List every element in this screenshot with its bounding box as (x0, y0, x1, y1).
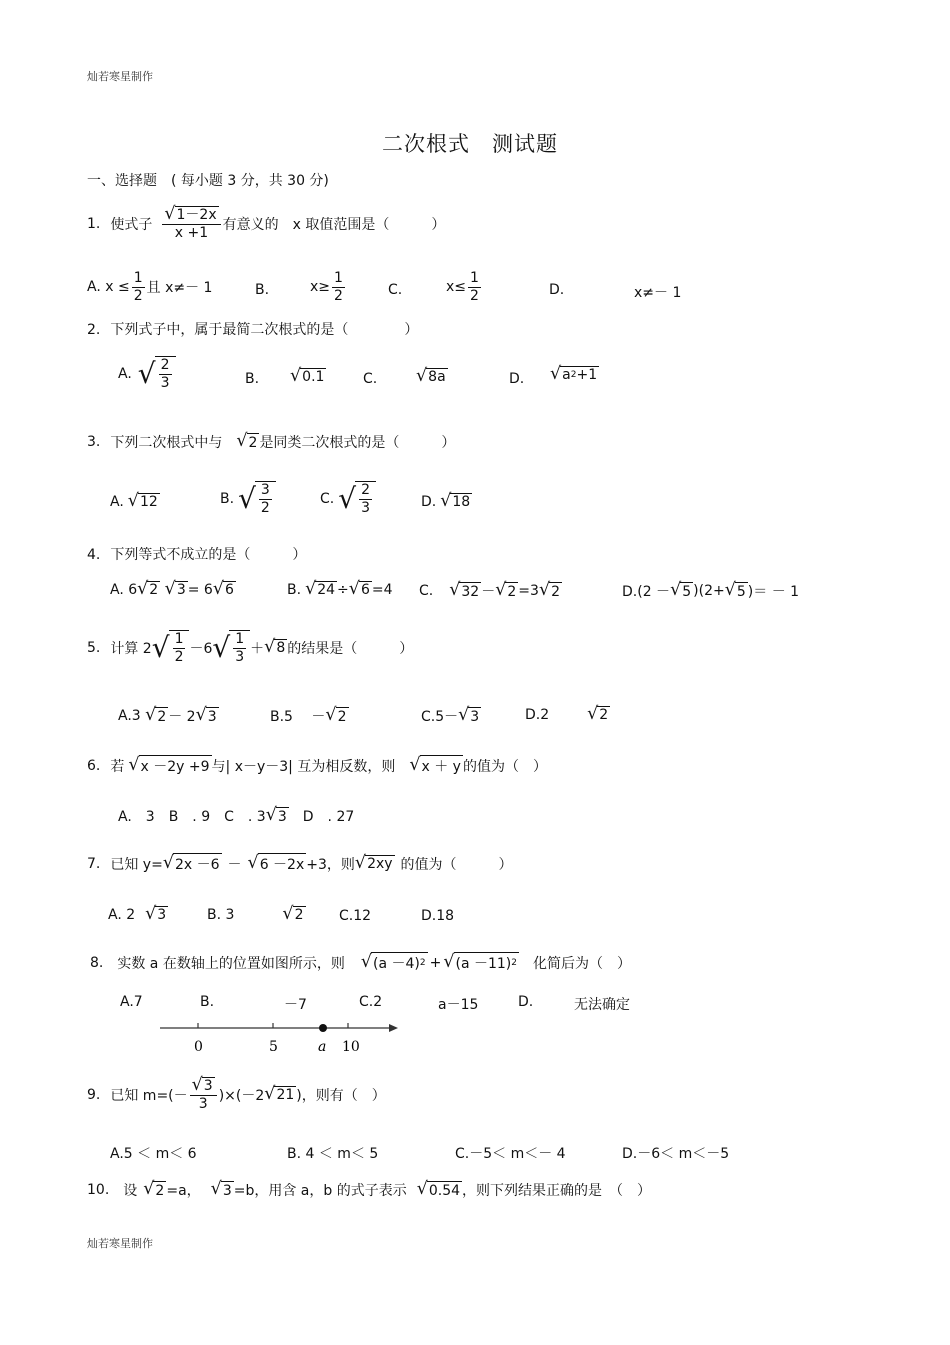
q8-option-c: a－15 (438, 997, 479, 1013)
q7-a-label: A. 2 (108, 906, 136, 923)
label-10: 10 (342, 1039, 360, 1055)
q4-option-b: B. √ 24 ÷ √ 6 =4 (287, 579, 393, 599)
q1-b-frac-num: 1 (334, 270, 343, 286)
q1-stem-pre: 使式子 (110, 216, 153, 233)
q5-a-mid: － 2 (168, 709, 196, 725)
q7-mid: － (227, 856, 242, 873)
q2-c-label: C. (363, 371, 378, 387)
q5-b-label: B.5 － (270, 709, 326, 725)
q7-stem-post: 的值为（ ） (400, 856, 513, 873)
q7-r2: 6 －2x (258, 853, 307, 874)
q2-stem: 下列式子中，属于最简二次根式的是（ ） (110, 322, 419, 338)
q6-opts-post: D . 27 (288, 809, 355, 825)
q6-opts-pre: A. 3 B . 9 C . 3 (118, 809, 266, 825)
q1-option-b (310, 270, 347, 305)
q10-r1: 2 (155, 1182, 165, 1199)
label-a: a (318, 1039, 327, 1055)
q7-b-label: B. 3 (207, 906, 235, 923)
q1-option-c-val: x≤ (446, 279, 467, 296)
q10-r3: 0.54 (428, 1182, 461, 1199)
q7-option-d: D.18 (421, 908, 455, 924)
q4-c-r1: 32 (461, 583, 480, 600)
q10-r2: 3 (222, 1182, 232, 1199)
q5-a-r1: 2 (157, 708, 167, 725)
q2-c-rad: 8a (428, 369, 446, 386)
q6-mid: 与| x－y－3| 互为相反数，则 (211, 758, 396, 775)
q8-sup1: 2 (419, 958, 426, 968)
q5-f1-num: 1 (174, 631, 184, 647)
q3-stem-pre: 下列二次根式中与 (110, 435, 223, 451)
q3-stem-post: 是同类二次根式的是（ ） (259, 435, 456, 451)
question-9: 9. 已知 m=(－ √ 3 3 )×(－2 √ 21 )，则有（ ） (87, 1075, 386, 1112)
q7-r1: 2x －6 (173, 853, 222, 874)
q4-a-r2: 3 (176, 582, 186, 599)
q7-a-r: 3 (157, 907, 167, 924)
q5-rad: 8 (276, 640, 286, 657)
q1-expression: √ 1－2x x +1 (162, 206, 220, 242)
q2-option-a: A. √ $\frac{2}{3}$ (118, 356, 176, 392)
q5-a-r2: 3 (207, 708, 217, 725)
q3-b-num: 3 (260, 482, 270, 498)
q2-option-b: √ 0.1 (290, 366, 325, 386)
q4-d-mid: )(2+ (693, 583, 725, 599)
q4-d-r1: 5 (682, 583, 692, 600)
q5-f2-num: 1 (235, 631, 245, 647)
q8-number: 8. (90, 954, 104, 971)
q4-number: 4. (87, 547, 101, 563)
q9-f-num: 3 (203, 1078, 213, 1094)
q3-option-c: C. √ $\frac{2}{3}$ (320, 481, 376, 517)
q1-a-frac-den: 2 (133, 287, 143, 304)
q10-mid2: =b，用含 a，b 的式子表示 (233, 1183, 407, 1199)
q4-b-r1: 24 (317, 582, 336, 599)
q9-stem-pre: 已知 m=(－ (110, 1087, 188, 1104)
q1-option-a-post: 且 x≠－ 1 (146, 280, 213, 297)
q9-stem-post: )，则有（ ） (296, 1087, 386, 1104)
q2-a-num: 2 (160, 357, 170, 373)
section-heading: 一、选择题 ( 每小题 3 分，共 30 分) (87, 173, 329, 189)
q8-option-c-label: C.2 (359, 994, 383, 1010)
q8-option-b: －7 (284, 997, 307, 1013)
q7-option-c: C.12 (339, 908, 372, 924)
q4-b-pre: B. (287, 581, 302, 598)
q4-b-eq: =4 (371, 581, 393, 598)
q8-r1: (a －4) (373, 956, 420, 972)
q4-d-eq: )＝ － 1 (747, 584, 800, 600)
q1-stem-post: 有意义的 x 取值范围是（ ） (222, 216, 446, 233)
q7-r3: 2xy (367, 856, 393, 872)
q1-a-frac-num: 1 (133, 270, 143, 286)
q1-option-d-label: D. (549, 282, 565, 298)
q8-r2: (a －11) (455, 956, 512, 972)
q8-option-d: 无法确定 (574, 997, 630, 1013)
q3-stem-rad: 2 (248, 434, 258, 451)
q7-b-r: 2 (294, 907, 304, 924)
q7-option-b: B. 3 √ 2 (207, 904, 304, 924)
page-title: 二次根式 测试题 (382, 132, 558, 156)
q5-number: 5. (87, 639, 101, 656)
q5-mid: －6 (189, 640, 213, 657)
q1-number: 1. (87, 215, 101, 232)
q5-d-label: D.2 (525, 706, 550, 723)
q5-stem-pre: 计算 2 (110, 640, 152, 657)
q3-d-label: D. (421, 493, 437, 510)
q3-option-a: A. √ 12 (110, 491, 158, 511)
q10-number: 10. (87, 1182, 110, 1198)
q2-b-rad: 0.1 (302, 369, 325, 386)
q2-b-label: B. (245, 371, 260, 387)
page-header: 灿若寒星制作 (87, 70, 153, 83)
q3-option-d: D. √ 18 (421, 491, 471, 511)
q3-b-label: B. (220, 490, 235, 507)
q10-post: ，则下列结果正确的是 （ ） (462, 1183, 652, 1199)
q4-d-r2: 5 (736, 583, 746, 600)
q5-a-label: A.3 (118, 708, 141, 724)
q3-a-rad: 12 (139, 494, 158, 511)
q5-f2-den: 3 (235, 648, 245, 665)
question-6: 6. 若 √ x －2y +9 与| x－y－3| 互为相反数，则 √ x ＋ y 的值为（ ） (87, 754, 547, 775)
q8-sup2: 2 (511, 958, 518, 968)
q3-a-label: A. (110, 493, 124, 510)
q3-b-den: 2 (260, 499, 270, 516)
q10-pre: 设 (123, 1183, 138, 1199)
q7-mid2: +3，则 (306, 856, 355, 873)
q3-c-label: C. (320, 490, 335, 507)
q4-a-eq: = 6 (187, 581, 213, 598)
number-line-arrow (389, 1024, 398, 1032)
question-5: 5. 计算 2 √ $\frac{1}{2}$ －6 √ $\frac{1}{3}$ ＋ √ 8 的结果是（ ） (87, 630, 414, 665)
q7-stem-pre: 已知 y= (110, 856, 163, 873)
q2-a-label: A. (118, 365, 132, 382)
q6-stem-pre: 若 (110, 758, 125, 775)
q8-plus: + (429, 954, 442, 971)
q1-options (87, 270, 212, 305)
q2-d-rad: a (562, 367, 571, 384)
q1-option-c (446, 270, 483, 305)
q1-option-a: A. x ≤ (87, 279, 130, 296)
q1-c-frac-num: 1 (470, 270, 479, 286)
question-8: 8. 实数 a 在数轴上的位置如图所示，则 √ (a －4) 2 + √ (a －11) 2 化简后为（ ） (90, 951, 632, 972)
q6-stem-post: 的值为（ ） (462, 758, 547, 775)
q9-option-a: A.5 ＜ m＜ 6 (110, 1146, 197, 1162)
q2-number: 2. (87, 322, 101, 338)
q9-number: 9. (87, 1086, 101, 1103)
q6-number: 6. (87, 757, 101, 774)
q5-stem-post: 的结果是（ ） (287, 640, 414, 657)
q6-r1: x －2y +9 (139, 755, 212, 776)
q6-options: A. 3 B . 9 C . 3 √ 3 D . 27 (118, 805, 355, 826)
q10-mid1: =a， (166, 1183, 201, 1199)
q2-option-d: √ a 2 +1 (550, 364, 598, 384)
q9-option-d: D.－6＜ m＜－5 (622, 1146, 730, 1162)
q6-r2: x ＋ y (420, 755, 463, 776)
q1-option-c-label: C. (388, 282, 403, 298)
q4-stem: 下列等式不成立的是（ ） (110, 547, 307, 563)
q2-option-c: √ 8a (416, 366, 446, 386)
label-0: 0 (194, 1039, 203, 1055)
q3-number: 3. (87, 434, 101, 450)
q5-d-r: 2 (599, 707, 609, 724)
q5-b-r: 2 (337, 708, 347, 725)
q5-option-c: C.5－ √ 3 (421, 705, 480, 726)
q1-option-b-label: B. (255, 282, 270, 298)
q4-b-r2: 6 (360, 582, 370, 599)
question-4 (87, 544, 306, 564)
q2-a-den: 3 (160, 374, 170, 391)
q4-option-d: D.(2 － √ 5 )(2+ √ 5 )＝ － 1 (622, 580, 800, 601)
q3-option-b: B. √ $\frac{3}{2}$ (220, 481, 276, 517)
q8-option-a: A.7 (120, 994, 143, 1010)
q5-c-label: C.5－ (421, 709, 459, 725)
q9-f-den: 3 (198, 1095, 208, 1112)
q4-a-pre: A. 6 (110, 581, 138, 598)
q7-option-a: A. 2 √ 3 (108, 904, 167, 924)
q1-b-frac-den: 2 (334, 287, 343, 304)
q8-option-b-label: B. (200, 994, 215, 1010)
q1-option-b-val: x≥ (310, 279, 331, 296)
q4-b-op: ÷ (337, 581, 349, 598)
q2-d-tail: +1 (576, 367, 598, 384)
point-a (319, 1024, 327, 1032)
q4-c-r3: 2 (551, 583, 561, 600)
q1-c-frac-den: 2 (470, 287, 479, 304)
q4-c-op: － (481, 584, 496, 600)
q5-option-d: D.2 √ 2 (525, 704, 609, 724)
q4-option-c: C. √ 32 － √ 2 =3 √ 2 (419, 580, 561, 601)
question-3: 3. 下列二次根式中与 √ 2 是同类二次根式的是（ ） (87, 431, 456, 452)
q4-c-r2: 2 (507, 583, 517, 600)
q3-c-den: 3 (361, 499, 370, 516)
q8-stem-post: 化简后为（ ） (533, 955, 632, 972)
q8-stem-pre: 实数 a 在数轴上的位置如图所示，则 (117, 955, 345, 972)
q6-opts-r: 3 (277, 808, 287, 825)
q1-denominator: x +1 (174, 224, 209, 241)
page-footer: 灿若寒星制作 (87, 1237, 153, 1250)
q4-a-r3: 6 (225, 582, 234, 599)
q4-c-eq: =3 (518, 583, 539, 599)
q8-option-d-label: D. (518, 994, 534, 1010)
label-5: 5 (269, 1039, 278, 1055)
q5-f1-den: 2 (174, 648, 184, 665)
question-7: 7. 已知 y= √ 2x －6 － √ 6 －2x +3，则 √ 2xy 的值为（ ） (87, 852, 513, 873)
q4-option-a: A. 6 √ 2 √ 3 = 6 √ 6 (110, 579, 234, 599)
q7-number: 7. (87, 855, 101, 872)
q1-option-d: x≠－ 1 (634, 285, 682, 301)
q4-c-pre: C. (419, 583, 434, 599)
question-10: 10. 设 √ 2 =a， √ 3 =b，用含 a，b 的式子表示 √ 0.54 ，则下列结果正确的是 （ ） (87, 1179, 652, 1200)
q5-option-a: A.3 √ 2 － 2 √ 3 (118, 705, 217, 726)
q9-mid: )×(－2 (218, 1087, 265, 1104)
q5-plus: ＋ (250, 640, 265, 657)
q2-d-label: D. (509, 371, 525, 387)
q2-d-sup: 2 (570, 370, 577, 381)
q4-d-pre: D.(2 － (622, 584, 671, 600)
q3-d-rad: 18 (452, 494, 471, 511)
question-1 (87, 206, 445, 242)
q9-option-b: B. 4 ＜ m＜ 5 (287, 1146, 379, 1162)
q3-c-num: 2 (361, 482, 370, 498)
q1-radicand: 1－2x (176, 207, 217, 223)
question-2 (87, 319, 418, 339)
q9-option-c: C.－5＜ m＜－ 4 (455, 1146, 566, 1162)
q4-a-r1: 2 (149, 582, 159, 599)
number-line (155, 1015, 405, 1060)
q9-rad: 21 (276, 1087, 295, 1104)
q5-c-r: 3 (470, 708, 480, 725)
q5-option-b: B.5 － √ 2 (270, 705, 347, 726)
